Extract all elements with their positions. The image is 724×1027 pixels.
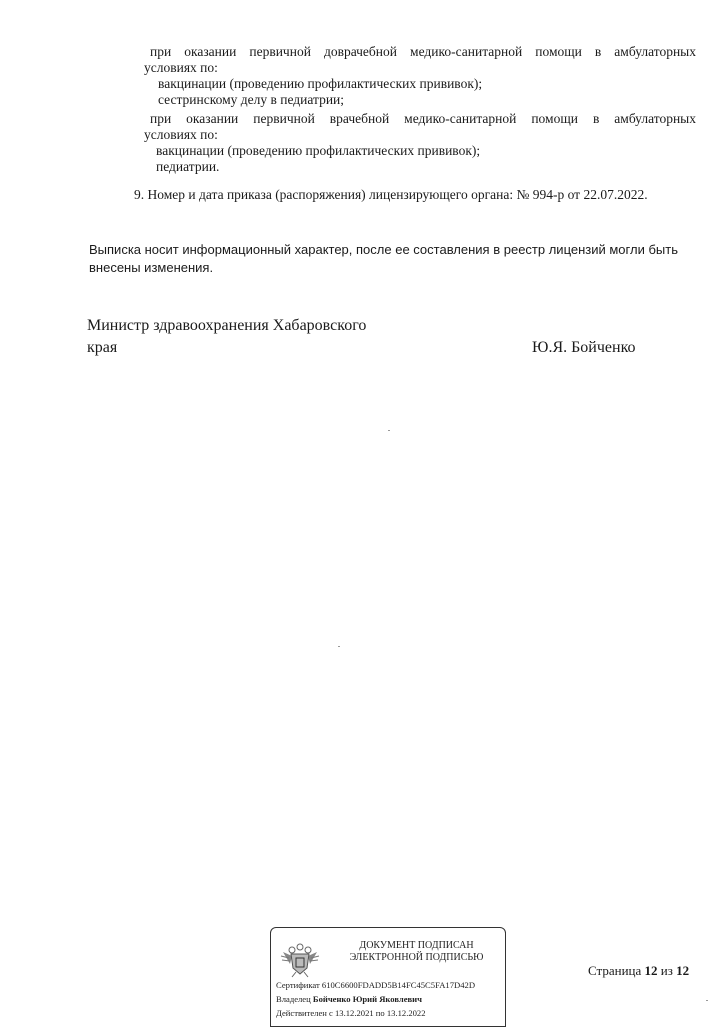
owner-label: Владелец bbox=[276, 994, 311, 1004]
scan-speck bbox=[338, 646, 340, 647]
certificate-value: 610C6600FDADD5B14FC45C5FA17D42D bbox=[321, 980, 476, 990]
page-current: 12 bbox=[644, 963, 658, 978]
stamp-heading-line-2: ЭЛЕКТРОННОЙ ПОДПИСЬЮ bbox=[349, 952, 484, 963]
validity-line: Действителен с 13.12.2021 по 13.12.2022 bbox=[276, 1008, 426, 1018]
item-9-order-number: 9. Номер и дата приказа (распоряжения) лицензирующего органа: № 994-р от 22.07.2022. bbox=[134, 187, 648, 202]
page-number bbox=[588, 963, 689, 979]
stamp-heading bbox=[329, 940, 504, 964]
scan-speck bbox=[706, 1000, 708, 1001]
scan-speck bbox=[388, 430, 390, 431]
owner-value: Бойченко Юрий Яковлевич bbox=[312, 994, 422, 1004]
list-item-vaccination-1: вакцинации (проведению профилактических прививок); bbox=[158, 76, 483, 91]
list-item-pediatrics: педиатрии. bbox=[156, 159, 220, 174]
notice-line-1: Выписка носит информационный характер, после ее составления в реестр лицензий могли быть bbox=[89, 242, 678, 257]
signatory-name: Ю.Я. Бойченко bbox=[532, 339, 636, 356]
certificate-line bbox=[276, 980, 475, 991]
page-total: 12 bbox=[676, 963, 690, 978]
electronic-signature-stamp bbox=[270, 927, 506, 1027]
stamp-heading-line-1: ДОКУМЕНТ ПОДПИСАН bbox=[359, 940, 474, 951]
signatory-title-line-2: края bbox=[87, 339, 118, 356]
list-item-pediatric-nursing: сестринскому делу в педиатрии; bbox=[158, 92, 345, 107]
notice-line-2: внесены изменения. bbox=[89, 260, 214, 275]
list-paragraph-1-line-2: условиях по: bbox=[144, 60, 218, 75]
list-paragraph-1-line-1: при оказании первичной доврачебной медико-санитарной помощи в амбулаторных bbox=[150, 44, 696, 59]
certificate-label: Сертификат bbox=[276, 980, 320, 990]
list-paragraph-2-line-1: при оказании первичной врачебной медико-санитарной помощи в амбулаторных bbox=[150, 111, 696, 126]
list-item-vaccination-2: вакцинации (проведению профилактических прививок); bbox=[156, 143, 481, 158]
owner-line bbox=[276, 994, 422, 1005]
list-paragraph-2-line-2: условиях по: bbox=[144, 127, 218, 142]
coat-of-arms-icon bbox=[279, 938, 321, 978]
page-label: Страница bbox=[588, 963, 642, 978]
page-separator: из bbox=[660, 963, 673, 978]
signatory-title-line-1: Министр здравоохранения Хабаровского bbox=[87, 317, 367, 334]
